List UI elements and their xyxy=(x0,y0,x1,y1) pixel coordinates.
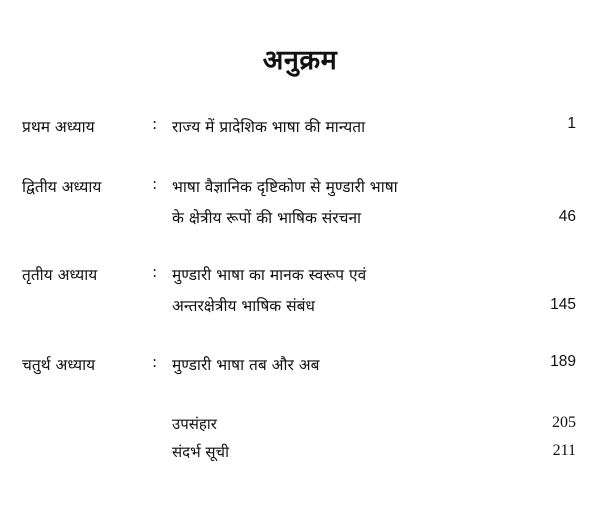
bibliography-page-number: 211 xyxy=(552,442,576,459)
separator-colon: : xyxy=(152,115,158,133)
chapter-label: द्वितीय अध्याय xyxy=(22,178,102,196)
conclusion-label: उपसंहार xyxy=(172,415,217,433)
bibliography-label: संदर्भ सूची xyxy=(172,443,229,461)
chapter-label: चतुर्थ अध्याय xyxy=(22,356,96,374)
chapter-title-line-2: के क्षेत्रीय रूपों की भाषिक संरचना xyxy=(172,209,362,227)
chapter-title-line-1: मुण्डारी भाषा का मानक स्वरूप एवं xyxy=(172,266,367,284)
chapter-page-number: 1 xyxy=(567,115,576,132)
separator-colon: : xyxy=(152,263,158,281)
chapter-label: तृतीय अध्याय xyxy=(22,266,98,284)
conclusion-page-number: 205 xyxy=(552,414,576,431)
chapter-page-number: 46 xyxy=(558,208,576,225)
chapter-title-line-1: भाषा वैज्ञानिक दृष्टिकोण से मुण्डारी भाषा xyxy=(172,178,398,196)
chapter-title-line-1: राज्य में प्रादेशिक भाषा की मान्यता xyxy=(172,118,366,136)
chapter-title-line-2: अन्तरक्षेत्रीय भाषिक संबंध xyxy=(172,297,315,315)
separator-colon: : xyxy=(152,353,158,371)
chapter-page-number: 189 xyxy=(550,353,576,370)
chapter-title-line-1: मुण्डारी भाषा तब और अब xyxy=(172,356,320,374)
chapter-page-number: 145 xyxy=(550,296,576,313)
page-title: अनुक्रम xyxy=(262,45,338,76)
chapter-label: प्रथम अध्याय xyxy=(22,118,95,136)
separator-colon: : xyxy=(152,175,158,193)
